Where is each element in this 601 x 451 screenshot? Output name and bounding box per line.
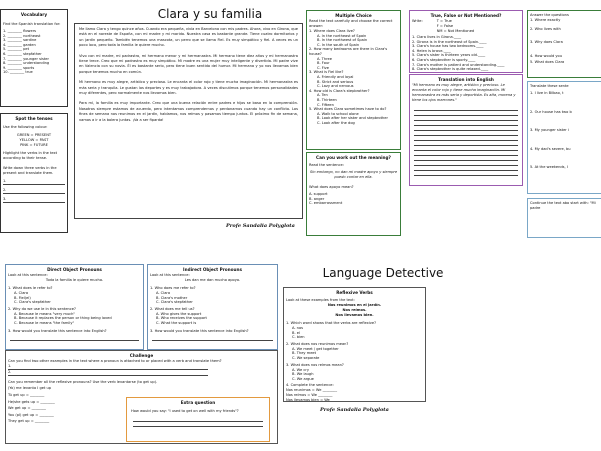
mc-option[interactable]: A. Walk to school alone <box>317 111 359 116</box>
mc-question: 2. How many bedrooms are there in Clara's house? <box>309 47 388 56</box>
spot-tenses-intro: Use the following colour: <box>3 125 48 129</box>
reflexive-q2-options <box>286 347 423 361</box>
option[interactable]: B. Because it replaces the person or thing being loved <box>14 316 112 321</box>
option[interactable]: B. They meet <box>292 351 317 356</box>
indirect-object-q2: 2. What does me tell us? <box>150 306 195 311</box>
meaning-option[interactable]: A. support <box>309 192 328 196</box>
direct-object-q1-options <box>8 291 141 305</box>
meaning-box <box>306 152 401 236</box>
fill-in[interactable]: Nos reímos = We ________ <box>286 392 333 397</box>
reflexive-q3-options <box>286 368 423 382</box>
answer-line[interactable]: 3. <box>3 197 65 203</box>
spot-tenses-answers <box>3 179 65 203</box>
spot-tenses-highlight: Highlight the verbs in the text according to their tense. <box>3 151 58 160</box>
main-paragraph: Me llamo Clara y tengo quince años. Cuando era pequeña, vivía en Barcelona con mis padres. Ahora, vivo en Girona, que está en el noreste de España, con mi madre y mi marido. Nuestra casa es bastante grande. Tiene cuatro dormitorios y un jardín pequeño. También tenemos una mascota, un perro que se llama Fiel. Es muy simpático y fiel. A veces es un poco loco, pero toda la familia le quiere mucho. <box>79 27 298 48</box>
mc-option[interactable]: C. Fifteen <box>317 102 334 107</box>
mc-option[interactable]: B. In the northwest of Spain <box>317 38 368 43</box>
vocabulary-item[interactable]: 1. ________ flowers <box>3 29 37 33</box>
direct-object-sentence: Toda la familia le quiere mucho. <box>45 278 104 282</box>
spot-tenses-write: Write down three verbs in the present and translate them. <box>3 166 57 175</box>
answer-question: 4. How would you <box>530 53 562 58</box>
language-detective-title: Language Detective <box>322 266 444 280</box>
tfnm-item[interactable]: 2. Girona is in the northeast of Spain.____ <box>412 39 487 44</box>
fill-in[interactable]: Nos llevamos bien = We ________ <box>286 397 346 402</box>
mc-option[interactable]: C. Look after the dog <box>317 120 355 125</box>
answer-line[interactable]: 2. <box>3 188 65 194</box>
mc-question: 5. What does Clara sometimes have to do? <box>309 107 387 112</box>
vocabulary-box <box>0 9 68 107</box>
mc-question: 4. How old is Clara's stepbrother? <box>309 88 370 93</box>
indirect-object-q1-options <box>150 291 275 305</box>
indirect-object-q1: 1. Who does me refer to? <box>150 286 196 290</box>
mc-question: 3. What is Fiel like? <box>309 70 344 75</box>
direct-object-q2: 2. Why do we use le in this sentence? <box>8 306 76 311</box>
option[interactable]: C. We argue <box>292 376 314 381</box>
tfnm-item[interactable]: 4. Helen is brave.____ <box>412 48 451 53</box>
option[interactable]: A. We cry <box>292 367 309 372</box>
meaning-intro: Read the sentence: <box>309 163 344 167</box>
option[interactable]: C. What the support is <box>156 320 197 325</box>
option[interactable]: B. Clara's mother <box>156 295 188 300</box>
indirect-object-q3: 3. How would you translate this sentence into English? <box>150 328 249 333</box>
reflexive-example: Nos llevamos bien. <box>335 313 374 317</box>
spot-tenses-title: Spot the tenses <box>15 116 53 121</box>
option[interactable]: B. Who receives the support <box>156 316 207 321</box>
mc-option[interactable]: A. Friendly and loyal <box>317 74 354 79</box>
translation-text: "Mi hermano es muy alegre, artístico y precioso. Le encanta el color rojo y tiene mucha imaginación. Mi hermanastra es más seria y deportista. Es alta, morena y tiene los ojos marrones." <box>412 83 516 102</box>
reflexive-q4: 4. Complete the sentence: <box>286 383 334 388</box>
tfnm-item[interactable]: 7. Clara's mother is patient and understanding.____ <box>412 62 505 67</box>
reflexive-title: Reflexive Verbs <box>336 290 373 295</box>
translate-sentences-title: Translate these sente <box>530 84 569 88</box>
direct-object-title: Direct Object Pronouns <box>47 267 102 272</box>
translation-title: Translation into English <box>438 77 494 82</box>
indirect-object-q2-options <box>150 312 275 326</box>
indirect-object-sentence: Les dan me dan mucho apoyo. <box>184 278 241 282</box>
option[interactable]: A. We meet / get together <box>292 346 339 351</box>
meaning-question: What does apoyo mean? <box>309 185 354 189</box>
fill-in[interactable]: You (pl) get up = ________ <box>8 412 54 417</box>
tfnm-item[interactable]: 5. Clara's sister is thirteen years old.____ <box>412 53 486 58</box>
fill-in[interactable]: He/she gets up = ________ <box>8 399 55 404</box>
reflexive-q1: 1. Which word shows that the verbs are reflexive? <box>286 321 377 325</box>
translation-box <box>409 74 523 186</box>
extra-question-text: How would you say: "I used to get on well with my friends"? <box>131 409 239 413</box>
continue-text-prompt: Continue the text abo start with: "Mi padre <box>530 201 596 210</box>
mc-option[interactable]: B. Thirteen <box>317 97 337 102</box>
answer-line[interactable]: 1. <box>8 364 208 370</box>
fill-in[interactable]: We get up = ________ <box>8 406 46 411</box>
main-text-box <box>74 23 303 219</box>
option[interactable]: A. Clara <box>14 291 29 295</box>
multiple-choice-title: Multiple Choice <box>335 13 372 18</box>
option[interactable]: C. Clara's stepfather <box>156 300 193 305</box>
mc-question: 1. Where does Clara live? <box>309 29 355 33</box>
translate-item: 1. I live in Bilbao, t <box>530 91 564 95</box>
challenge-example: (Yo) me levanto I get up <box>8 386 52 390</box>
answer-line[interactable] <box>133 422 263 427</box>
indirect-object-box <box>147 264 278 350</box>
reflexive-q1-options <box>286 326 423 340</box>
translate-item: 4. My dad's severe, bu <box>530 146 571 151</box>
colour-yellow: YELLOW = PAST <box>19 138 49 142</box>
option[interactable]: B. We laugh <box>292 372 314 377</box>
vocabulary-item[interactable]: 8. ________ understanding <box>3 61 50 66</box>
challenge-q2: Can you remember all the reflexive pronouns? Use the verb levantarse (to get up). <box>8 380 158 384</box>
mc-option[interactable]: A. In the northeast of Spain <box>317 33 367 38</box>
main-paragraph: Para mí, la familia es muy importante. Creo que una buena relación entre padres e hijos se basa en la comprensión. Nosotros siempre estamos de acuerdo, pero intentamos comprendernos y perdonarnos cuando hay un conflicto. Los fines de semana nos reunimos en el jardín, hablamos, nos reímos y pasamos tiempo juntos. El próximo fin de semana, vamos a ir a la bolera juntas. ¡Va a ser fiparda! <box>79 101 298 122</box>
direct-object-q1: 1. What does le refer to? <box>8 286 53 290</box>
translate-sentences-list <box>530 91 601 170</box>
reflexive-q4-items <box>286 388 423 402</box>
reflexive-box <box>283 287 426 402</box>
reflexive-q3: 3. What does nos reímos mean? <box>286 362 344 367</box>
tfnm-item[interactable]: 6. Clara's stepbrother is sporty.____ <box>412 57 476 62</box>
answer-question: 1. Where exactly <box>530 18 561 22</box>
tfnm-item[interactable]: 3. Clara's house has two bedrooms.____ <box>412 44 484 49</box>
vocabulary-item[interactable]: 3. ________ sardine <box>3 38 37 43</box>
option[interactable]: C. We separate <box>292 355 320 360</box>
meaning-option[interactable]: C. embarrassment <box>309 201 343 206</box>
answer-questions-list <box>530 18 601 65</box>
answer-line[interactable]: 2. <box>8 370 208 376</box>
meaning-options <box>309 192 398 206</box>
tfnm-legend-false: F = False <box>436 24 454 28</box>
vocabulary-item[interactable]: 2. ________ northeast <box>3 33 41 38</box>
option[interactable]: C. Clara's stepfather <box>14 300 51 305</box>
meaning-title: Can you work out the meaning? <box>316 155 391 160</box>
main-title: Clara y su familia <box>157 7 263 21</box>
vocabulary-item[interactable]: 7. ________ younger sister <box>3 56 49 61</box>
colour-pink: PINK = FUTURE <box>20 143 48 147</box>
mc-option[interactable]: B. Four <box>317 61 330 66</box>
translate-item: 3. My younger sister i <box>530 128 569 133</box>
tfnm-legend <box>412 19 520 34</box>
reflexive-intro: Look at these examples from the text: <box>286 298 355 302</box>
spot-tenses-box <box>0 113 68 233</box>
tfnm-title: True, False or Not Mentioned? <box>430 13 502 18</box>
tfnm-item[interactable]: 1. Clara lives in Girona.____ <box>412 35 462 39</box>
reflexive-q2: 2. What does nos reunimos mean? <box>286 341 349 346</box>
mc-option[interactable]: B. Look after her sister and stepbrother <box>317 116 388 121</box>
multiple-choice-intro: Read the text carefully and choose the correct answer: <box>309 19 393 28</box>
multiple-choice-box <box>306 10 401 150</box>
option[interactable]: A. nos <box>292 326 304 330</box>
fill-in[interactable]: They get up = ________ <box>8 419 50 424</box>
vocabulary-item[interactable]: 4. ________ garden <box>3 42 36 47</box>
direct-object-intro: Look at this sentence: <box>8 273 48 277</box>
vocabulary-title: Vocabulary <box>20 12 48 17</box>
continue-text-box <box>527 198 601 238</box>
option[interactable]: B. Fiel(el) <box>14 295 31 300</box>
tfnm-legend-true: T = True <box>436 19 452 23</box>
main-signature: Profe Sandalia Polyglota <box>226 223 295 229</box>
translate-item: 2. Our house has two b <box>530 109 572 114</box>
challenge-q1-lines <box>8 364 275 376</box>
translate-sentences-box <box>527 81 601 194</box>
indirect-object-intro: Look at this sentence: <box>150 273 190 277</box>
fill-in[interactable]: Tú get up = ________ <box>8 393 45 397</box>
reflexive-example: Nos reunimos en el jardín. <box>327 303 382 307</box>
answer-line[interactable]: 1. <box>3 179 65 185</box>
vocabulary-item[interactable]: 10. ________ true <box>3 70 33 75</box>
vocabulary-intro: Find the Spanish translation for: <box>3 22 61 26</box>
mc-option[interactable]: A. Three <box>317 56 332 61</box>
challenge-title: Challenge <box>129 353 154 358</box>
answer-question: 2. Who lives with <box>530 26 561 31</box>
vocabulary-item[interactable]: 5. ________ pet <box>3 47 29 52</box>
option[interactable]: A. Who gives the support <box>156 311 202 316</box>
mc-option[interactable]: C. In the south of Spain <box>317 42 360 47</box>
tfnm-list <box>412 35 520 73</box>
vocabulary-item[interactable]: 6. ________ stepfather <box>3 51 42 56</box>
answer-questions-intro: Answer the questions <box>530 13 569 17</box>
direct-object-box <box>5 264 144 350</box>
direct-object-q2-options <box>8 312 141 326</box>
translation-lines[interactable] <box>412 106 520 176</box>
option[interactable]: A. Clara <box>156 291 171 295</box>
tfnm-item[interactable] <box>412 72 520 73</box>
meaning-sentence: Sin embargo, no dan mi madre apoyo y siempre puedo contar en ella. <box>309 170 398 179</box>
answer-question: 5. What does Clara <box>530 60 565 65</box>
main-paragraph: Mi hermano es muy alegre, artístico y precioso. Le encanta el color rojo y tiene mucha imaginación. Mi hermanastra es más seria y tranquila. Le gustan los deportes y es muy trabajadora. A veces discutimos porque tenemos personalidades muy diferentes, pero normalmente nos llevamos bien. <box>79 80 298 96</box>
direct-object-q3: 3. How would you translate this sentence into English? <box>8 328 107 333</box>
option[interactable]: A. Because le means "very much" <box>14 311 76 316</box>
option[interactable]: C. Because le means "the family" <box>14 320 75 325</box>
main-paragraph: Vivo con mi madre, mi padrastro, mi hermano menor y mi hermanastra. Mi hermano tiene diez años y mi hermanastra tiene trece. Creo que mi padrastro es muy simpático. Mi madre es una mujer muy inteligente y divertida. Mi padre vive en Valencia con su novia. Él es bastante serio, pero tiene buen sentido del humor. Mi hermana y yo nos llevamos bien porque tenemos mucho en común. <box>79 53 298 74</box>
answer-line[interactable] <box>10 336 139 341</box>
mc-option[interactable]: C. Lazy and nervous <box>317 84 354 89</box>
mc-option[interactable]: C. Five <box>317 65 329 70</box>
tfnm-legend-label: Write: <box>412 19 423 23</box>
mc-option[interactable]: A. Ten <box>317 93 328 98</box>
vocabulary-list <box>3 29 65 75</box>
option[interactable]: B. el <box>292 330 300 335</box>
challenge-q1: Can you find two other examples in the text where a pronoun is attached to or placed with a verb and translate them? <box>8 359 222 363</box>
extra-question-box <box>126 397 270 442</box>
meaning-option[interactable]: B. anger <box>309 196 325 201</box>
colour-green: GREEN = PRESENT <box>16 133 52 137</box>
translate-item: 5. At the weekends, I <box>530 165 568 170</box>
extra-question-title: Extra question <box>180 400 216 405</box>
indirect-object-title: Indirect Object Pronouns <box>183 267 242 272</box>
answer-question: 3. Why does Clara <box>530 40 563 45</box>
bottom-signature: Profe Sandalia Polyglota <box>320 407 389 413</box>
colour-key <box>3 133 65 148</box>
mc-option[interactable]: B. Strict and serious <box>317 79 354 84</box>
multiple-choice-questions <box>309 29 398 125</box>
tfnm-legend-nm: NM = Not Mentioned <box>436 29 475 33</box>
tfnm-legend-values <box>437 19 475 34</box>
tfnm-box <box>409 10 523 73</box>
option[interactable]: C. bien <box>292 335 305 340</box>
answer-line[interactable] <box>152 336 273 341</box>
answer-questions-box <box>527 10 601 78</box>
tfnm-item[interactable]: 8. Clara's stepbrother is quite relaxed.____ <box>412 67 489 72</box>
fill-in[interactable]: Nos reunimos = We ________ <box>286 388 338 393</box>
reflexive-example: Nos reímos. <box>342 308 367 312</box>
reflexive-examples <box>286 303 423 318</box>
vocabulary-item[interactable]: 9. ________ sports <box>3 65 35 70</box>
